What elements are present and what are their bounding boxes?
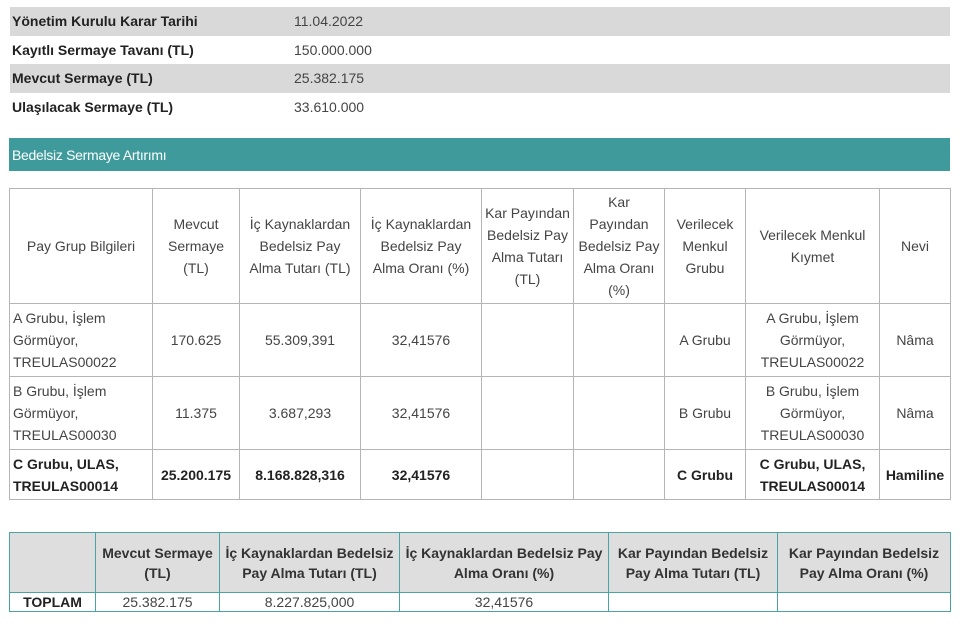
table-cell: 32,41576 [361, 304, 482, 377]
info-value: 33.610.000 [294, 98, 365, 115]
column-header: Kar Payından Bedelsiz Pay Alma Tutarı (TL) [609, 533, 778, 593]
table-row [10, 450, 951, 500]
info-label: Ulaşılacak Sermaye (TL) [12, 98, 174, 115]
table-cell: C Grubu, ULAS, TREULAS00014 [10, 450, 153, 500]
column-header: Nevi [880, 189, 951, 304]
table-cell: B Grubu, İşlem Görmüyor, TREULAS00030 [10, 377, 153, 450]
info-value: 11.04.2022 [294, 13, 364, 30]
table-cell: Nâma [880, 377, 951, 450]
column-header: Kar Payından Bedelsiz Pay Alma Tutarı (TL) [482, 189, 574, 304]
table-cell: 8.227.825,000 [220, 593, 400, 612]
table-cell [482, 304, 574, 377]
table-cell: 25.200.175 [153, 450, 240, 500]
table-cell: Nâma [880, 304, 951, 377]
share-group-table [9, 188, 951, 500]
info-row-current-capital [10, 64, 950, 93]
table-cell: Hamiline [880, 450, 951, 500]
totals-row [10, 593, 951, 612]
table-cell: 8.168.828,316 [240, 450, 361, 500]
column-header: Pay Grup Bilgileri [10, 189, 153, 304]
totals-table [9, 532, 951, 612]
info-label: Kayıtlı Sermaye Tavanı (TL) [12, 41, 194, 58]
table-cell: 170.625 [153, 304, 240, 377]
info-label: Yönetim Kurulu Karar Tarihi [12, 13, 198, 30]
table-row [10, 377, 951, 450]
table-cell [609, 593, 778, 612]
table-cell: 32,41576 [361, 377, 482, 450]
table-row [10, 304, 951, 377]
info-row-target-capital [10, 93, 950, 122]
table-cell [482, 450, 574, 500]
info-value: 25.382.175 [294, 70, 365, 87]
table-cell: 25.382.175 [96, 593, 220, 612]
table-cell: 32,41576 [400, 593, 609, 612]
table-cell: 55.309,391 [240, 304, 361, 377]
column-header: Mevcut Sermaye (TL) [153, 189, 240, 304]
table-cell: C Grubu [665, 450, 746, 500]
table-cell: 3.687,293 [240, 377, 361, 450]
section-header-bonus-capital-increase: Bedelsiz Sermaye Artırımı [9, 138, 950, 171]
table-cell [574, 304, 665, 377]
table-cell: C Grubu, ULAS, TREULAS00014 [746, 450, 880, 500]
table-header-row [10, 189, 951, 304]
column-header: İç Kaynaklardan Bedelsiz Pay Alma Tutarı (TL) [220, 533, 400, 593]
info-row-decision-date [10, 7, 950, 36]
table-cell [574, 377, 665, 450]
totals-header-row [10, 533, 951, 593]
table-cell: 32,41576 [361, 450, 482, 500]
summary-info [10, 7, 950, 121]
table-cell: B Grubu, İşlem Görmüyor, TREULAS00030 [746, 377, 880, 450]
column-header: Kar Payından Bedelsiz Pay Alma Oranı (%) [574, 189, 665, 304]
column-header [10, 533, 96, 593]
column-header: Verilecek Menkul Kıymet [746, 189, 880, 304]
table-cell: A Grubu, İşlem Görmüyor, TREULAS00022 [10, 304, 153, 377]
table-cell [574, 450, 665, 500]
column-header: Mevcut Sermaye (TL) [96, 533, 220, 593]
total-label: TOPLAM [10, 593, 96, 612]
table-cell [778, 593, 951, 612]
info-row-registered-capital-ceiling [10, 36, 950, 65]
column-header: İç Kaynaklardan Bedelsiz Pay Alma Tutarı (TL) [240, 189, 361, 304]
column-header: İç Kaynaklardan Bedelsiz Pay Alma Oranı (%) [400, 533, 609, 593]
table-cell: 11.375 [153, 377, 240, 450]
column-header: İç Kaynaklardan Bedelsiz Pay Alma Oranı (%) [361, 189, 482, 304]
column-header: Kar Payından Bedelsiz Pay Alma Oranı (%) [778, 533, 951, 593]
table-cell [482, 377, 574, 450]
column-header: Verilecek Menkul Grubu [665, 189, 746, 304]
table-cell: A Grubu [665, 304, 746, 377]
table-cell: A Grubu, İşlem Görmüyor, TREULAS00022 [746, 304, 880, 377]
info-value: 150.000.000 [294, 41, 372, 58]
info-label: Mevcut Sermaye (TL) [12, 70, 153, 87]
table-cell: B Grubu [665, 377, 746, 450]
